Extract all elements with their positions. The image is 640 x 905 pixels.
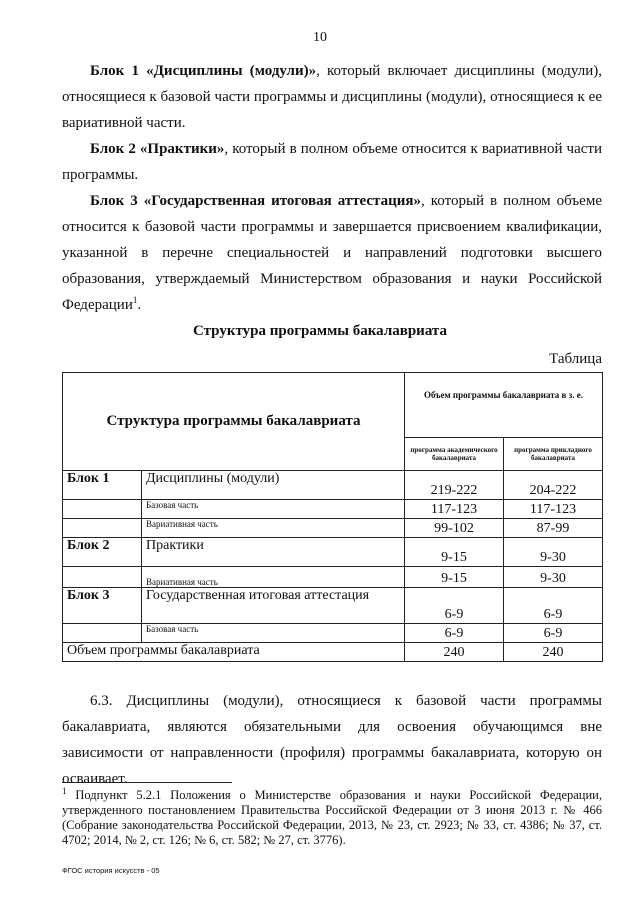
block-3-end: . xyxy=(137,297,142,313)
block-2-title: Блок 2 «Практики» xyxy=(90,141,225,157)
table-row xyxy=(63,500,603,519)
block-cell xyxy=(63,519,142,538)
footnote xyxy=(62,785,602,848)
total-value-applied: 240 xyxy=(504,643,603,662)
table-header-volume: Объем программы бакалавриата в з. е. xyxy=(405,373,603,438)
total-label: Объем программы бакалавриата xyxy=(63,643,405,662)
name-cell: Базовая часть xyxy=(142,500,405,519)
value-cell: 9-30 xyxy=(504,567,603,588)
table-row-total xyxy=(63,643,603,662)
name-cell: Вариативная часть xyxy=(142,567,405,588)
block-cell xyxy=(63,500,142,519)
value-cell: 9-15 xyxy=(405,567,504,588)
name-cell: Вариативная часть xyxy=(142,519,405,538)
total-value-academic: 240 xyxy=(405,643,504,662)
paragraph-block-1 xyxy=(62,58,602,136)
table-row xyxy=(63,624,603,643)
paragraph-block-2 xyxy=(62,136,602,188)
block-cell: Блок 3 xyxy=(63,588,142,624)
block-3-description: , который в полном объеме относится к базовой части программы и завершается присвоением квалификации, указанной в перечне специальностей и направлений подготовки высшего образования, утверждаемый Министерством образования и науки Российской Федерации xyxy=(62,193,602,313)
value-cell: 99-102 xyxy=(405,519,504,538)
block-1-description: , который включает дисциплины (модули), относящиеся к базовой части программы и дисциплины (модули), относящиеся к ее вариативной части. xyxy=(62,63,603,131)
value-cell: 117-123 xyxy=(405,500,504,519)
table-header-structure: Структура программы бакалавриата xyxy=(63,373,405,471)
value-cell: 204-222 xyxy=(504,471,603,500)
footnote-ref[interactable]: 1 xyxy=(132,295,138,305)
block-2-description: , который в полном объеме относится к вариативной части программы. xyxy=(62,141,602,183)
table-label: Таблица xyxy=(549,351,602,367)
value-cell: 117-123 xyxy=(504,500,603,519)
name-cell: Государственная итоговая аттестация xyxy=(142,588,405,624)
value-cell: 6-9 xyxy=(504,588,603,624)
value-cell: 219-222 xyxy=(405,471,504,500)
name-cell: Дисциплины (модули) xyxy=(142,471,405,500)
value-cell: 9-15 xyxy=(405,538,504,567)
table-header-applied: программа прикладного бакалавриата xyxy=(504,438,603,471)
table-row xyxy=(63,471,603,500)
block-1-title: Блок 1 «Дисциплины (модули)» xyxy=(90,63,317,79)
value-cell: 6-9 xyxy=(504,624,603,643)
paragraph-block-3 xyxy=(62,188,602,318)
page-footer: ФГОС история искусств - 05 xyxy=(62,866,160,875)
table-row xyxy=(63,538,603,567)
block-cell: Блок 1 xyxy=(63,471,142,500)
table-row xyxy=(63,588,603,624)
block-cell xyxy=(63,567,142,588)
page-number: 10 xyxy=(313,30,327,45)
table-row xyxy=(63,567,603,588)
name-cell: Базовая часть xyxy=(142,624,405,643)
footnote-mark: 1 xyxy=(62,785,67,796)
intro-text xyxy=(62,58,602,318)
value-cell: 87-99 xyxy=(504,519,603,538)
paragraph-6-3: 6.3. Дисциплины (модули), относящиеся к базовой части программы бакалавриата, являются обязательными для освоения обучающимся вне зависимости от направленности (профиля) программы бакалавриата, которую он осваивает. xyxy=(62,693,602,787)
name-cell: Практики xyxy=(142,538,405,567)
block-cell: Блок 2 xyxy=(63,538,142,567)
value-cell: 6-9 xyxy=(405,624,504,643)
footnote-divider xyxy=(62,782,232,783)
table-title: Структура программы бакалавриата xyxy=(193,323,447,339)
block-cell xyxy=(63,624,142,643)
table-header-academic: программа академического бакалавриата xyxy=(405,438,504,471)
program-structure-table xyxy=(62,372,603,662)
value-cell: 6-9 xyxy=(405,588,504,624)
section-6-3 xyxy=(62,688,602,792)
footnote-text: Подпункт 5.2.1 Положения о Министерстве образования и науки Российской Федерации, утвержденного постановлением Правительства Российской Федерации от 3 июня 2013 г. № 466 (Собрание законодательства Российской Федерации, 2013, № 23, ст. 2923; № 33, ст. 4386; № 37, ст. 4702; 2014, № 2, ст. 126; № 6, ст. 582; № 27, ст. 3776). xyxy=(62,788,602,847)
value-cell: 9-30 xyxy=(504,538,603,567)
block-3-title: Блок 3 «Государственная итоговая аттестация» xyxy=(90,193,422,209)
table-row xyxy=(63,519,603,538)
